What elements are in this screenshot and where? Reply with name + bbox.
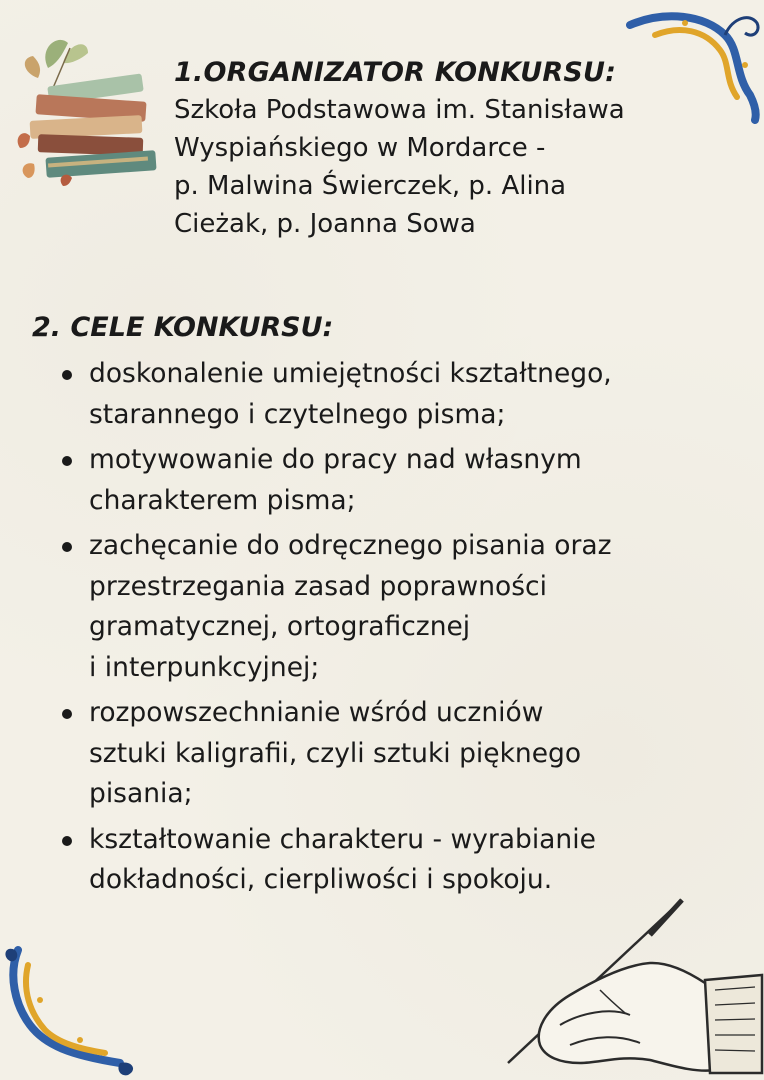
list-item (32, 354, 732, 435)
books-illustration-icon (8, 28, 168, 188)
hand-with-quill-icon (500, 895, 764, 1080)
list-item (32, 693, 732, 815)
list-item-text: i interpunkcyjnej; (89, 651, 320, 683)
organizer-heading: 1.ORGANIZATOR KONKURSU: (174, 57, 617, 88)
list-item-text: pisania; (89, 778, 193, 809)
list-item-text: sztuki kaligrafii, czyli sztuki pięknego (89, 737, 582, 769)
bullet-icon (62, 456, 72, 466)
list-item-text: charakterem pisma; (89, 484, 356, 516)
list-item (32, 526, 732, 688)
list-item-text: gramatycznej, ortograficznej (89, 611, 471, 642)
organizer-line: Wyspiańskiego w Mordarce - (174, 133, 546, 163)
organizer-line: p. Malwina Świerczek, p. Alina (174, 171, 567, 201)
list-item-text: doskonalenie umiejętności kształtnego, (89, 358, 612, 389)
list-item (32, 440, 732, 521)
bullet-icon (62, 709, 72, 719)
goals-heading: 2. CELE KONKURSU: (32, 312, 334, 343)
list-item-text: przestrzegania zasad poprawności (89, 570, 547, 602)
organizer-line: Cieżak, p. Joanna Sowa (174, 209, 476, 239)
organizer-line: Szkoła Podstawowa im. Stanisława (174, 95, 625, 125)
list-item-text: starannego i czytelnego pisma; (89, 398, 506, 430)
list-item (32, 820, 732, 901)
list-item-text: dokładności, cierpliwości i spokoju. (89, 864, 553, 895)
bullet-icon (62, 370, 72, 380)
list-item-text: rozpowszechnianie wśród uczniów (89, 697, 544, 728)
list-item-text: kształtowanie charakteru - wyrabianie (89, 823, 596, 855)
list-item-text: motywowanie do pracy nad własnym (89, 444, 582, 475)
list-item-text: zachęcanie do odręcznego pisania oraz (89, 530, 612, 561)
goals-section (32, 310, 732, 906)
bullet-icon (62, 542, 72, 552)
goals-list (32, 354, 732, 901)
organizer-section (174, 55, 734, 243)
bullet-icon (62, 836, 72, 846)
corner-flourish-bottom-left-icon (0, 945, 140, 1080)
